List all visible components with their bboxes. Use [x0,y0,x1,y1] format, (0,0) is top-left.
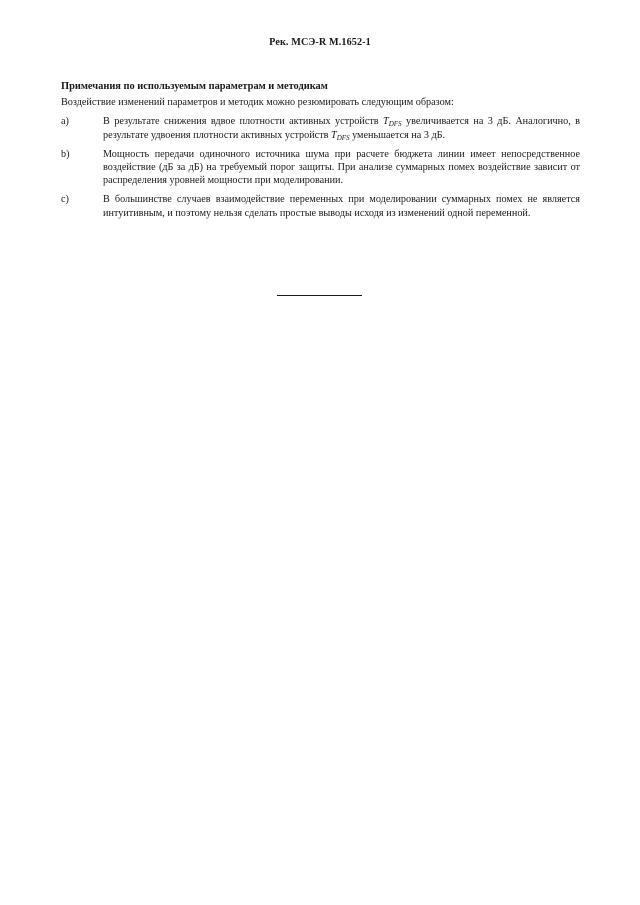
list-item-marker: c) [61,194,69,206]
list-item-c [61,193,580,219]
text-run: уменьшается на 3 дБ. [349,129,446,141]
variable-main: T [383,116,389,128]
text-run: увеличивается на 3 дБ. Аналогично, в результате удвоения плотности активных устройств [103,116,580,141]
list-item-marker: a) [61,116,69,128]
tdfs-symbol [331,130,350,141]
list-item-text: В большинстве случаев взаимодействие переменных при моделировании суммарных помех не является интуитивным, и поэтому нельзя сделать простые выводы исходя из изменений одной переменной. [103,194,580,219]
section-title: Примечания по используемым параметрам и методикам [61,81,328,92]
list-item-a [61,115,580,141]
intro-paragraph: Воздействие изменений параметров и методик можно резюмировать следующим образом: [61,97,454,109]
variable-subscript: DFS [388,120,402,129]
list-item-b [61,148,580,188]
text-run: В результате снижения вдвое плотности активных устройств [103,116,384,128]
list-item-text: Мощность передачи одиночного источника шума при расчете бюджета линии имеет непосредственное воздействие (дБ за дБ) на требуемый порог защиты. При анализе суммарных помех воздействие зависит от распределения уровней мощности при моделировании. [103,148,580,187]
document-body [61,80,580,226]
variable-subscript: DFS [336,133,350,142]
tdfs-symbol [383,116,402,127]
end-of-document-rule [277,295,362,296]
list-item-text [103,115,580,141]
page-header: Рек. МСЭ-R M.1652-1 [269,37,371,48]
list-item-marker: b) [61,148,70,160]
variable-main: T [331,129,337,141]
